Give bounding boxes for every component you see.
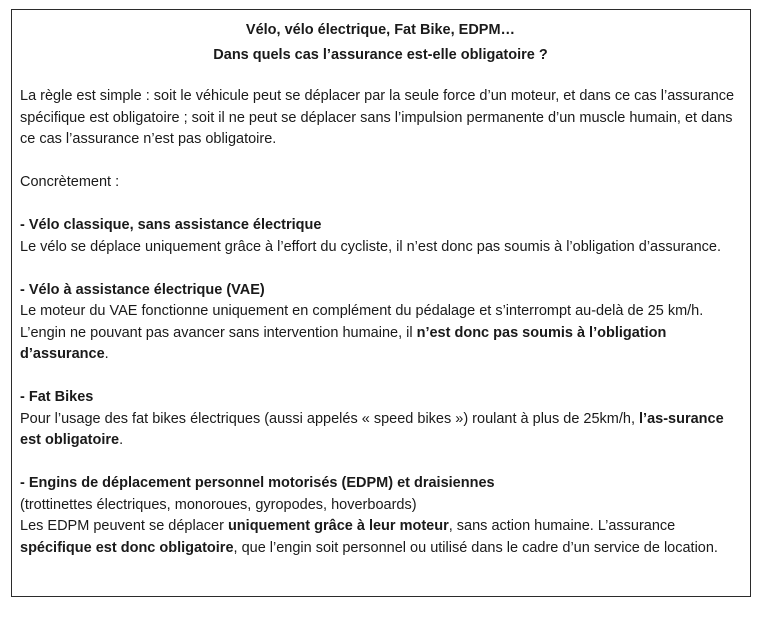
vae-text-part-1: Le moteur du VAE fonctionne uniquement en complément du pédalage et s’interrompt au-delà de 25 km/h. L’engin ne pouvant pas avancer sans intervention humaine, il [20,303,704,341]
section-text-edpm [20,516,741,559]
edpm-text-bold-2: spécifique est donc obligatoire [20,539,234,556]
vae-text-bold: n’est donc pas soumis à l’obligation d’assurance [20,324,667,362]
document-frame [11,9,751,597]
title-line-2: Dans quels cas l’assurance est-elle obligatoire ? [213,47,548,63]
fat-bikes-text-part-1: Pour l’usage des fat bikes électriques (aussi appelés « speed bikes ») roulant à plus de 25km/h, [20,410,640,427]
section-text-vae [20,301,741,366]
section-text-velo-classique: Le vélo se déplace uniquement grâce à l’effort du cycliste, il n’est donc pas soumis à l’obligation d’assurance. [20,238,721,255]
concretement-label: Concrètement : [20,174,120,190]
edpm-text-bold-1: uniquement grâce à leur moteur [227,518,449,534]
section-heading-edpm: - Engins de déplacement personnel motorisés (EDPM) et draisiennes [20,475,495,491]
title-line-1: Vélo, vélo électrique, Fat Bike, EDPM… [245,22,516,38]
section-subheading-edpm: (trottinettes électriques, monoroues, gyropodes, hoverboards) [20,496,417,513]
section-heading-vae: - Vélo à assistance électrique (VAE) [20,281,265,298]
section-heading-velo-classique: - Vélo classique, sans assistance électrique [20,217,322,233]
document-body [20,86,741,559]
edpm-text-part-1: Les EDPM peuvent se déplacer [20,518,228,534]
intro-paragraph: La règle est simple : soit le véhicule peut se déplacer par la seule force d’un moteur, et dans ce cas l’assurance spécifique est obligatoire ; soit il ne peut se déplacer sans l’impulsion permanente d’un muscle humain, et dans ce cas l’assurance n’est pas obligatoire. [20,88,735,147]
fat-bikes-text-part-2: . [119,432,124,448]
edpm-text-part-2: , sans action humaine. L’assurance [448,518,676,534]
section-text-fat-bikes [20,409,741,452]
fat-bikes-text-bold: l’as-surance est obligatoire [20,410,724,448]
edpm-text-part-3: , que l’engin soit personnel ou utilisé dans le cadre d’un service de location. [233,539,718,556]
section-heading-fat-bikes: - Fat Bikes [20,389,94,405]
vae-text-part-2: . [104,346,109,362]
